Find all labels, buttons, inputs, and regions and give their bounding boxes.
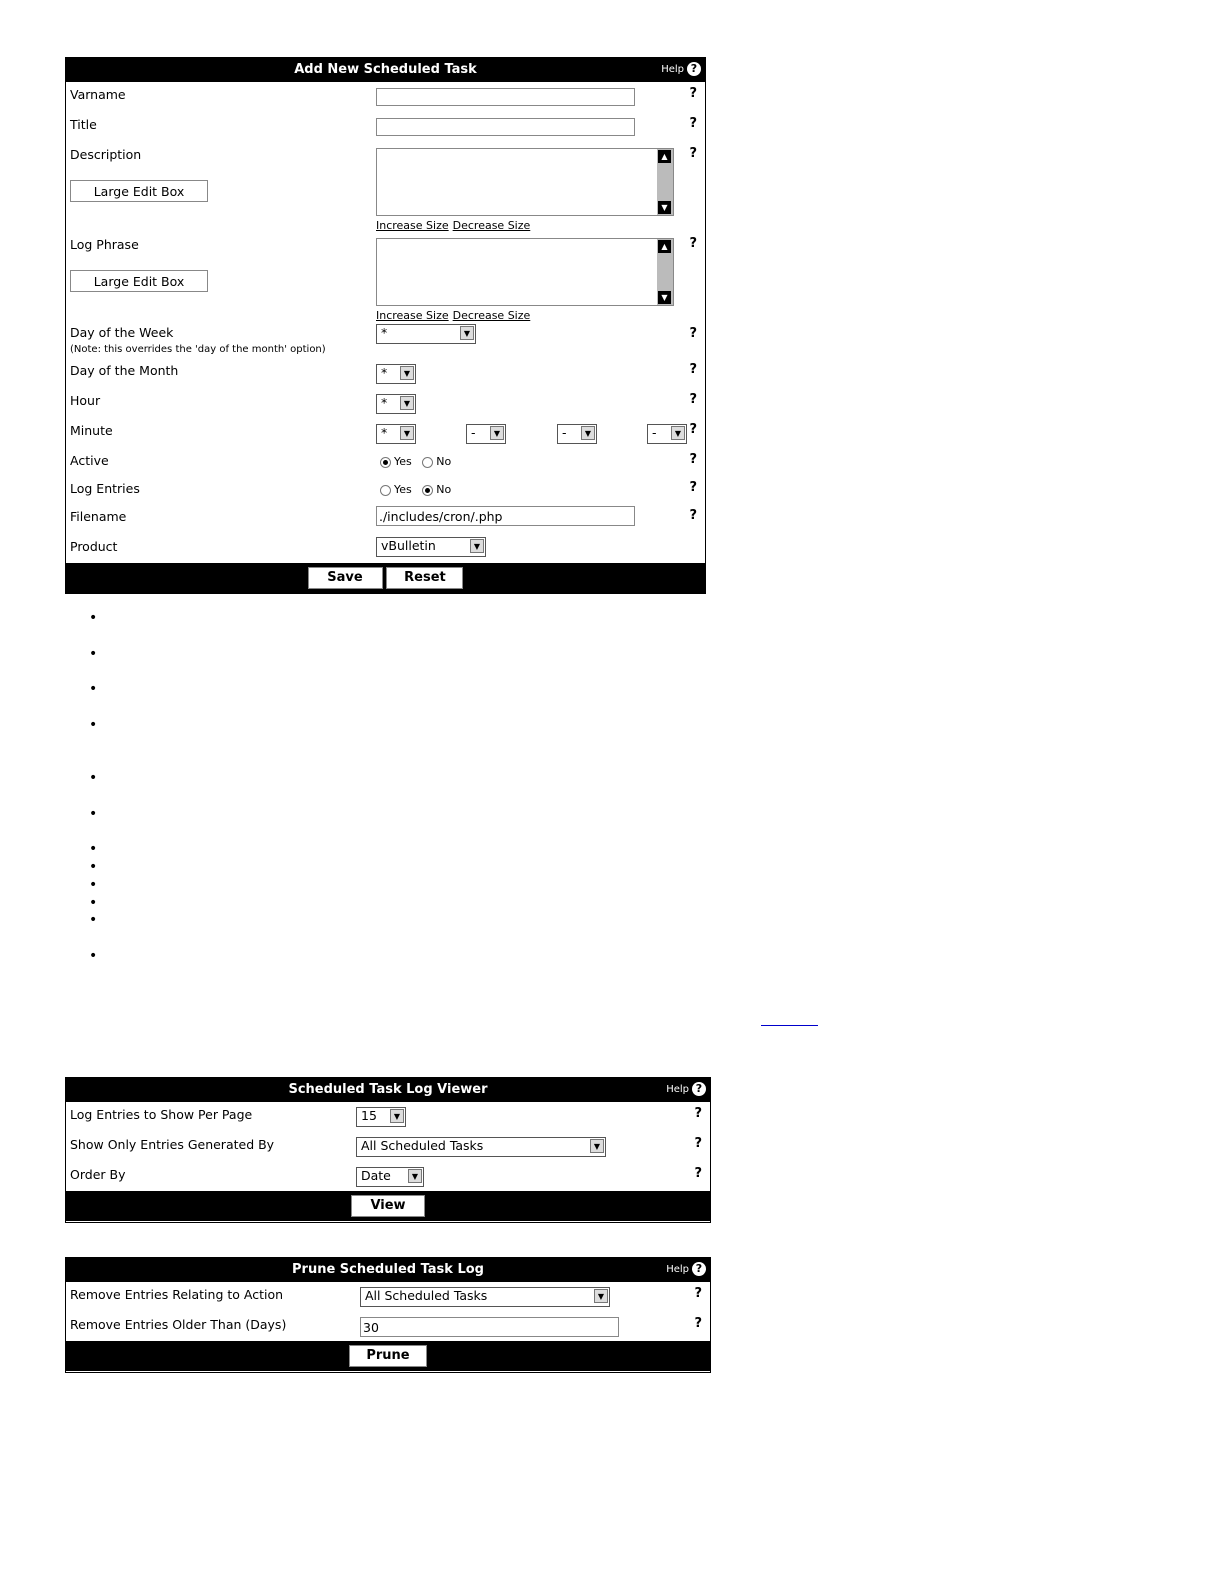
help-icon[interactable]: ? [687, 62, 701, 76]
add-task-header [66, 58, 705, 82]
list-item: • [89, 681, 98, 697]
active-no-option[interactable] [422, 455, 451, 468]
prune-footer [66, 1341, 710, 1371]
no-label: No [436, 483, 452, 496]
action-value: All Scheduled Tasks [365, 1288, 488, 1303]
list-item: • [89, 948, 98, 964]
hour-label: Hour [70, 393, 101, 408]
log-entries-no-option[interactable] [422, 483, 451, 496]
day-of-week-note: (Note: this overrides the 'day of the month' option) [70, 344, 326, 355]
order-by-row [66, 1162, 710, 1191]
hour-value: * [381, 395, 388, 410]
chevron-down-icon[interactable]: ▼ [400, 426, 414, 440]
varname-label: Varname [70, 87, 126, 102]
day-of-week-value: * [381, 325, 388, 340]
varname-row [66, 82, 705, 112]
day-of-month-label: Day of the Month [70, 363, 179, 378]
scroll-up-icon[interactable]: ▲ [658, 150, 671, 163]
prune-header [66, 1258, 710, 1282]
chevron-down-icon[interactable]: ▼ [390, 1109, 404, 1123]
save-button[interactable]: Save [308, 567, 383, 589]
add-task-title: Add New Scheduled Task [294, 62, 477, 77]
list-item: • [89, 841, 98, 857]
help-label: Help [666, 1084, 689, 1095]
day-of-week-row [66, 322, 705, 358]
title-help-icon[interactable]: ? [689, 116, 697, 131]
product-select[interactable] [376, 537, 486, 557]
log-viewer-panel [65, 1077, 711, 1223]
scroll-up-icon[interactable]: ▲ [658, 240, 671, 253]
list-item: • [89, 806, 98, 822]
decrease-size-link[interactable]: Decrease Size [452, 219, 531, 232]
prune-button[interactable]: Prune [349, 1345, 427, 1367]
minute-value-2: - [470, 425, 476, 440]
empty-link[interactable] [761, 1025, 818, 1026]
list-item: • [89, 646, 98, 662]
filename-label: Filename [70, 509, 127, 524]
generated-by-help-icon[interactable]: ? [694, 1136, 702, 1151]
minute-row [66, 418, 705, 448]
description-row [66, 142, 705, 232]
log-entries-help-icon[interactable]: ? [689, 480, 697, 495]
log-entries-yes-option[interactable] [380, 483, 412, 496]
log-entries-row [66, 476, 705, 504]
per-page-row [66, 1102, 710, 1132]
scroll-down-icon[interactable]: ▼ [658, 201, 671, 214]
description-large-edit-button[interactable]: Large Edit Box [70, 180, 208, 202]
minute-value-3: - [561, 425, 567, 440]
log-viewer-help[interactable] [666, 1078, 706, 1102]
chevron-down-icon[interactable]: ▼ [460, 326, 474, 340]
prune-title: Prune Scheduled Task Log [292, 1262, 484, 1277]
order-by-label: Order By [70, 1167, 126, 1182]
help-label: Help [666, 1264, 689, 1275]
title-label: Title [70, 117, 97, 132]
filename-row [66, 504, 705, 534]
minute-select-1[interactable] [376, 424, 416, 444]
generated-by-label: Show Only Entries Generated By [70, 1137, 275, 1152]
minute-select-3[interactable] [557, 424, 597, 444]
log-entries-radio-group [380, 483, 451, 496]
action-label: Remove Entries Relating to Action [70, 1287, 284, 1302]
varname-help-icon[interactable]: ? [689, 86, 697, 101]
generated-by-row [66, 1132, 710, 1162]
log-phrase-size-links [376, 307, 530, 322]
product-label: Product [70, 539, 118, 554]
per-page-value: 15 [361, 1108, 377, 1123]
list-item: • [89, 859, 98, 875]
scrollbar[interactable] [657, 239, 673, 305]
active-row [66, 448, 705, 476]
active-help-icon[interactable]: ? [689, 452, 697, 467]
filename-input[interactable] [376, 506, 635, 526]
log-viewer-footer [66, 1191, 710, 1221]
yes-label: Yes [394, 483, 412, 496]
days-row [66, 1312, 710, 1341]
active-radio-group [380, 455, 451, 468]
radio-checked-icon[interactable] [380, 457, 391, 468]
days-label: Remove Entries Older Than (Days) [70, 1317, 287, 1332]
generated-by-value: All Scheduled Tasks [361, 1138, 484, 1153]
increase-size-link[interactable]: Increase Size [376, 309, 449, 322]
action-select[interactable] [360, 1287, 610, 1307]
minute-value-4: - [651, 425, 657, 440]
minute-select-2[interactable] [466, 424, 506, 444]
no-label: No [436, 455, 452, 468]
decrease-size-link[interactable]: Decrease Size [452, 309, 531, 322]
days-input[interactable] [360, 1317, 619, 1337]
day-of-week-label: Day of the Week [70, 325, 174, 340]
list-item: • [89, 717, 98, 733]
days-help-icon[interactable]: ? [694, 1316, 702, 1331]
day-of-week-select[interactable] [376, 324, 476, 344]
radio-checked-icon[interactable] [422, 485, 433, 496]
action-row [66, 1282, 710, 1312]
title-input[interactable] [376, 118, 635, 136]
day-of-week-help-icon[interactable]: ? [689, 326, 697, 341]
log-phrase-textarea[interactable] [376, 238, 674, 306]
varname-input[interactable] [376, 88, 635, 106]
add-task-panel [65, 57, 706, 594]
active-yes-option[interactable] [380, 455, 412, 468]
yes-label: Yes [394, 455, 412, 468]
radio-unchecked-icon[interactable] [422, 457, 433, 468]
day-of-month-help-icon[interactable]: ? [689, 362, 697, 377]
list-item: • [89, 877, 98, 893]
log-phrase-help-icon[interactable]: ? [689, 236, 697, 251]
minute-select-4[interactable] [647, 424, 687, 444]
hour-row [66, 388, 705, 418]
day-of-month-value: * [381, 365, 388, 380]
add-task-help[interactable] [661, 58, 701, 82]
chevron-down-icon[interactable]: ▼ [590, 1139, 604, 1153]
log-entries-label: Log Entries [70, 481, 140, 496]
minute-help-icon[interactable]: ? [689, 422, 697, 437]
per-page-help-icon[interactable]: ? [694, 1106, 702, 1121]
chevron-down-icon[interactable]: ▼ [408, 1169, 422, 1183]
log-viewer-header [66, 1078, 710, 1102]
description-textarea[interactable] [376, 148, 674, 216]
per-page-select[interactable] [356, 1107, 406, 1127]
view-button[interactable]: View [351, 1195, 425, 1217]
prune-panel [65, 1257, 711, 1373]
scroll-down-icon[interactable]: ▼ [658, 291, 671, 304]
help-icon[interactable]: ? [692, 1082, 706, 1096]
product-row [66, 534, 705, 563]
description-label: Description [70, 147, 142, 162]
prune-help[interactable] [666, 1258, 706, 1282]
chevron-down-icon[interactable]: ▼ [490, 426, 504, 440]
reset-button[interactable]: Reset [386, 567, 463, 589]
hour-select[interactable] [376, 394, 416, 414]
radio-unchecked-icon[interactable] [380, 485, 391, 496]
active-label: Active [70, 453, 109, 468]
chevron-down-icon[interactable]: ▼ [671, 426, 685, 440]
list-item: • [89, 610, 98, 626]
day-of-month-select[interactable] [376, 364, 416, 384]
description-help-icon[interactable]: ? [689, 146, 697, 161]
help-label: Help [661, 64, 684, 75]
hour-help-icon[interactable]: ? [689, 392, 697, 407]
log-viewer-title: Scheduled Task Log Viewer [288, 1082, 488, 1097]
order-by-help-icon[interactable]: ? [694, 1166, 702, 1181]
order-by-select[interactable] [356, 1167, 424, 1187]
list-item: • [89, 912, 98, 928]
chevron-down-icon[interactable]: ▼ [400, 396, 414, 410]
chevron-down-icon[interactable]: ▼ [581, 426, 595, 440]
list-item: • [89, 895, 98, 911]
order-by-value: Date [361, 1168, 391, 1183]
scrollbar[interactable] [657, 149, 673, 215]
list-item: • [89, 770, 98, 786]
help-icon[interactable]: ? [692, 1262, 706, 1276]
increase-size-link[interactable]: Increase Size [376, 219, 449, 232]
log-phrase-row [66, 232, 705, 322]
log-phrase-large-edit-button[interactable]: Large Edit Box [70, 270, 208, 292]
add-task-footer [66, 563, 705, 593]
description-size-links [376, 217, 530, 232]
chevron-down-icon[interactable]: ▼ [400, 366, 414, 380]
action-help-icon[interactable]: ? [694, 1286, 702, 1301]
log-phrase-label: Log Phrase [70, 237, 139, 252]
chevron-down-icon[interactable]: ▼ [470, 539, 484, 553]
day-of-week-label-group [70, 325, 326, 355]
product-value: vBulletin [381, 538, 436, 553]
filename-help-icon[interactable]: ? [689, 508, 697, 523]
day-of-month-row [66, 358, 705, 388]
minute-value-1: * [381, 425, 388, 440]
chevron-down-icon[interactable]: ▼ [594, 1289, 608, 1303]
title-row [66, 112, 705, 142]
minute-label: Minute [70, 423, 113, 438]
per-page-label: Log Entries to Show Per Page [70, 1107, 253, 1122]
generated-by-select[interactable] [356, 1137, 606, 1157]
